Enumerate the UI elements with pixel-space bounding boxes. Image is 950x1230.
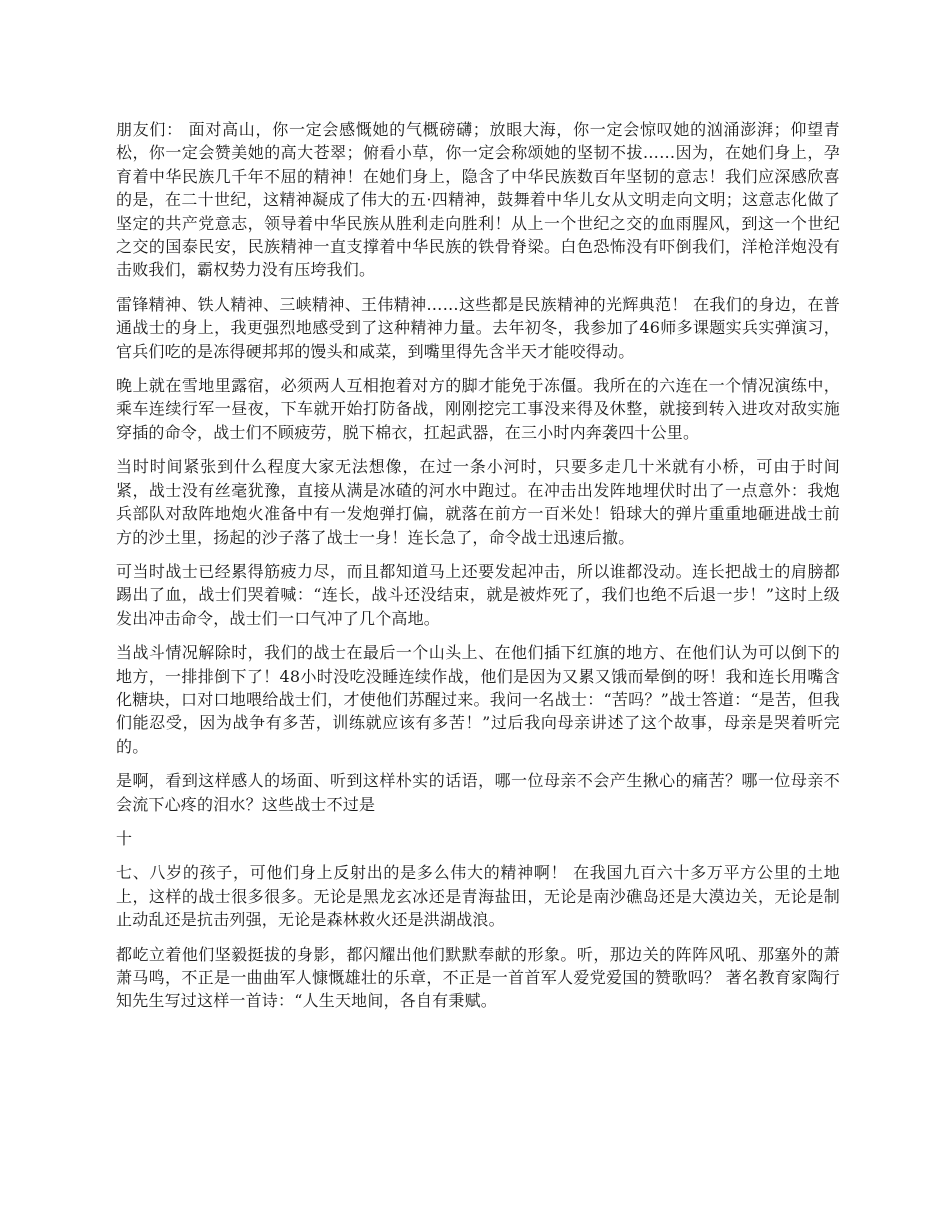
paragraph-7: 是啊，看到这样感人的场面、听到这样朴实的话语，哪一位母亲不会产生揪心的痛苦？哪一位母亲不会流下心疼的泪水？这些战士不过是 <box>116 771 840 814</box>
paragraph-5: 可当时战士已经累得筋疲力尽，而且都知道马上还要发起冲击，所以谁都没动。连长把战士的肩膀都踢出了血，战士们哭着喊：“连长，战斗还没结束，就是被炸死了，我们也绝不后退一步！”这时上级发出冲击命令，战士们一口气冲了几个高地。 <box>116 561 840 628</box>
paragraph-3: 晚上就在雪地里露宿，必须两人互相抱着对方的脚才能免于冻僵。我所在的六连在一个情况演练中，乘车连续行军一昼夜，下车就开始打防备战，刚刚挖完工事没来得及休整，就接到转入进攻对敌实施穿插的命令，战士们不顾疲劳，脱下棉衣，扛起武器，在三小时内奔袭四十公里。 <box>116 376 840 442</box>
paragraph-6: 当战斗情况解除时，我们的战士在最后一个山头上、在他们插下红旗的地方、在他们认为可以倒下的地方，一排排倒下了！48小时没吃没睡连续作战，他们是因为又累又饿而晕倒的呀！我和连长用嘴含化糖块，口对口地喂给战士们，才使他们苏醒过来。我问一名战士：“苦吗？”战士答道：“是苦，但我们能忍受，因为战争有多苦，训练就应该有多苦！”过后我向母亲讲述了这个故事，母亲是哭着听完的。 <box>116 643 840 756</box>
paragraph-9: 七、八岁的孩子，可他们身上反射出的是多么伟大的精神啊！ 在我国九百六十多万平方公里的土地上，这样的战士很多很多。无论是黑龙玄冰还是青海盐田，无论是南沙礁岛还是大漠边关，无论是制止动乱还是抗击列强，无论是森林救火还是洪湖战浪。 <box>116 863 840 930</box>
paragraph-10: 都屹立着他们坚毅挺拔的身影，都闪耀出他们默默奉献的形象。听，那边关的阵阵风吼、那塞外的萧萧马鸣，不正是一曲曲军人慷慨雄壮的乐章，不正是一首首军人爱党爱国的赞歌吗？ 著名教育家陶行知先生写过这样一首诗：“人生天地间，各自有秉赋。 <box>116 944 840 1011</box>
document-body <box>116 118 840 1024</box>
paragraph-1: 朋友们： 面对高山，你一定会感慨她的气概磅礴；放眼大海，你一定会惊叹她的汹涌澎湃；仰望青松，你一定会赞美她的高大苍翠；俯看小草，你一定会称颂她的坚韧不拔……因为，在她们身上，孕育着中华民族几千年不屈的精神！在她们身上，隐含了中华民族数百年坚韧的意志！我们应深感欣喜的是，在二十世纪，这精神凝成了伟大的五·四精神，鼓舞着中华儿女从文明走向文明；这意志化做了坚定的共产党意志，领导着中华民族从胜利走向胜利！从上一个世纪之交的血雨腥风，到这一个世纪之交的国泰民安，民族精神一直支撑着中华民族的铁骨脊梁。白色恐怖没有吓倒我们，洋枪洋炮没有击败我们，霸权势力没有压垮我们。 <box>116 120 840 280</box>
paragraph-4: 当时时间紧张到什么程度大家无法想像，在过一条小河时，只要多走几十米就有小桥，可由于时间紧，战士没有丝毫犹豫，直接从满是冰碴的河水中跑过。在冲击出发阵地埋伏时出了一点意外：我炮兵部队对敌阵地炮火准备中有一发炮弹打偏，就落在前方一百米处！铅球大的弹片重重地砸进战士前方的沙土里，扬起的沙子落了战士一身！连长急了，命令战士迅速后撤。 <box>116 457 840 547</box>
paragraph-2: 雷锋精神、铁人精神、三峡精神、王伟精神……这些都是民族精神的光辉典范！ 在我们的身边，在普通战士的身上，我更强烈地感受到了这种精神力量。去年初冬，我参加了46师多课题实兵实弹演习，官兵们吃的是冻得硬邦邦的馒头和咸菜，到嘴里得先含半天才能咬得动。 <box>116 294 840 361</box>
paragraph-8: 十 <box>116 828 133 848</box>
